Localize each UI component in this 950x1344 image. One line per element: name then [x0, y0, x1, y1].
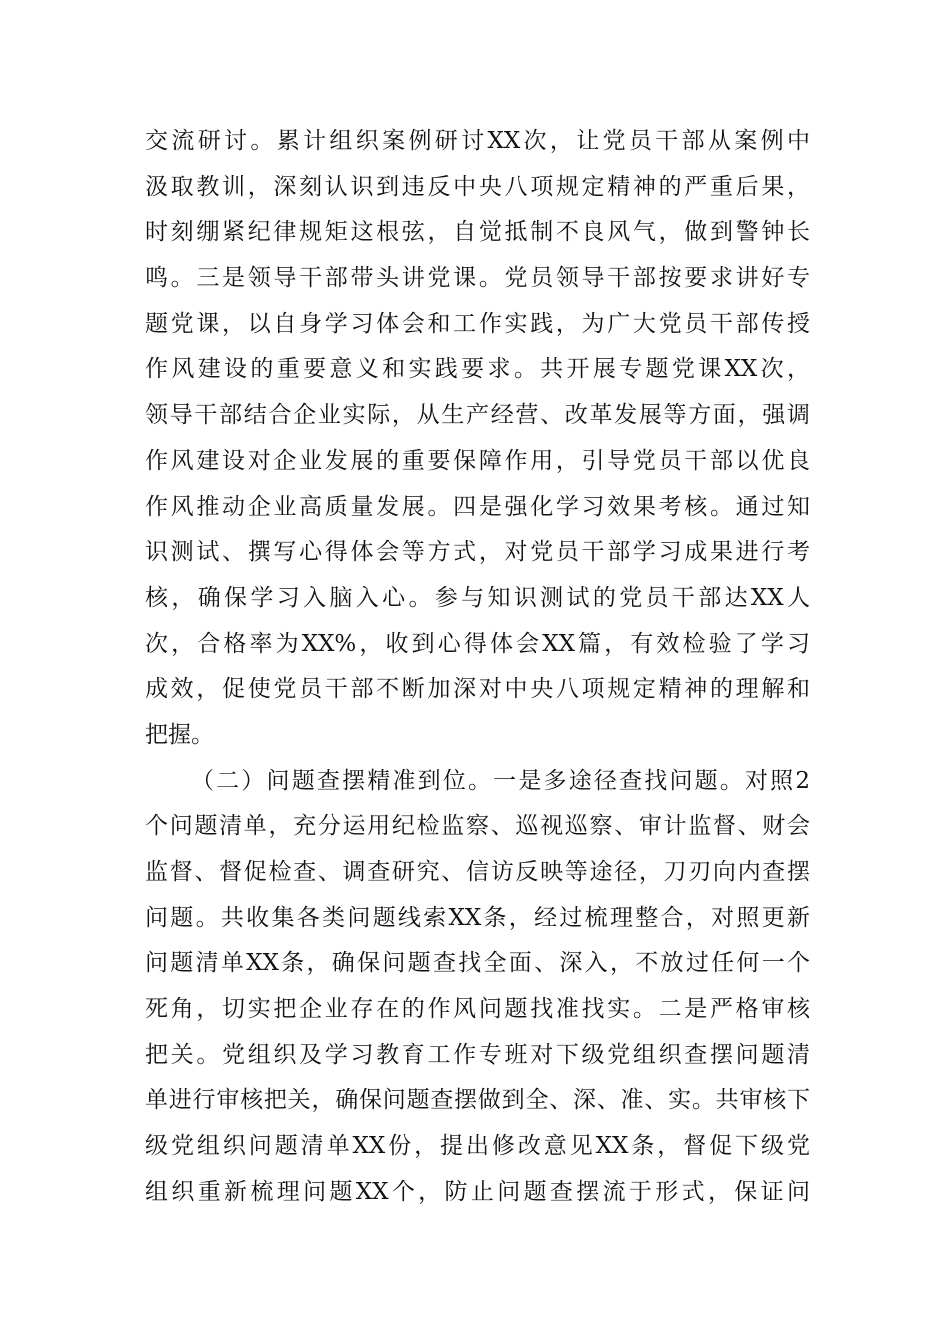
text-line: 识测试、撰写心得体会等方式，对党员干部学习成果进行考 — [145, 539, 810, 566]
text-line: 级党组织问题清单XX份，提出修改意见XX条，督促下级党 — [145, 1133, 810, 1160]
text-line: 作风建设的重要意义和实践要求。共开展专题党课XX次， — [145, 356, 810, 383]
text-line: 问题。共收集各类问题线索XX条，经过梳理整合，对照更新 — [145, 904, 810, 931]
body-text — [145, 119, 810, 1216]
text-line: 时刻绷紧纪律规矩这根弦，自觉抵制不良风气，做到警钟长 — [145, 219, 810, 246]
text-line: 交流研讨。累计组织案例研讨XX次，让党员干部从案例中 — [145, 128, 810, 154]
text-line: 鸣。三是领导干部带头讲党课。党员领导干部按要求讲好专 — [145, 265, 810, 292]
text-line: 把关。党组织及学习教育工作专班对下级党组织查摆问题清 — [145, 1041, 810, 1068]
text-line: 作风建设对企业发展的重要保障作用，引导党员干部以优良 — [145, 447, 810, 474]
text-line: 单进行审核把关，确保问题查摆做到全、深、准、实。共审核下 — [145, 1087, 810, 1114]
text-line: 核，确保学习入脑入心。参与知识测试的党员干部达XX人 — [145, 584, 810, 611]
paragraph-end-line: 把握。 — [145, 721, 214, 748]
text-line: 作风推动企业高质量发展。四是强化学习效果考核。通过知 — [145, 493, 810, 520]
text-line: 次，合格率为XX%，收到心得体会XX篇，有效检验了学习 — [145, 630, 810, 657]
section-heading-line: （二）问题查摆精准到位。一是多途径查找问题。对照2 — [191, 767, 810, 794]
text-line: 问题清单XX条，确保问题查找全面、深入，不放过任何一个 — [145, 950, 810, 977]
text-line: 领导干部结合企业实际，从生产经营、改革发展等方面，强调 — [145, 402, 810, 429]
text-line: 成效，促使党员干部不断加深对中央八项规定精神的理解和 — [145, 676, 810, 703]
text-line: 监督、督促检查、调查研究、信访反映等途径，刀刃向内查摆 — [145, 859, 810, 885]
text-line: 死角，切实把企业存在的作风问题找准找实。二是严格审核 — [145, 996, 810, 1023]
text-line: 个问题清单，充分运用纪检监察、巡视巡察、审计监督、财会 — [145, 813, 810, 840]
text-line: 题党课，以自身学习体会和工作实践，为广大党员干部传授 — [145, 310, 810, 337]
text-line: 汲取教训，深刻认识到违反中央八项规定精神的严重后果， — [145, 173, 810, 200]
text-line: 组织重新梳理问题XX个，防止问题查摆流于形式，保证问 — [145, 1178, 810, 1205]
